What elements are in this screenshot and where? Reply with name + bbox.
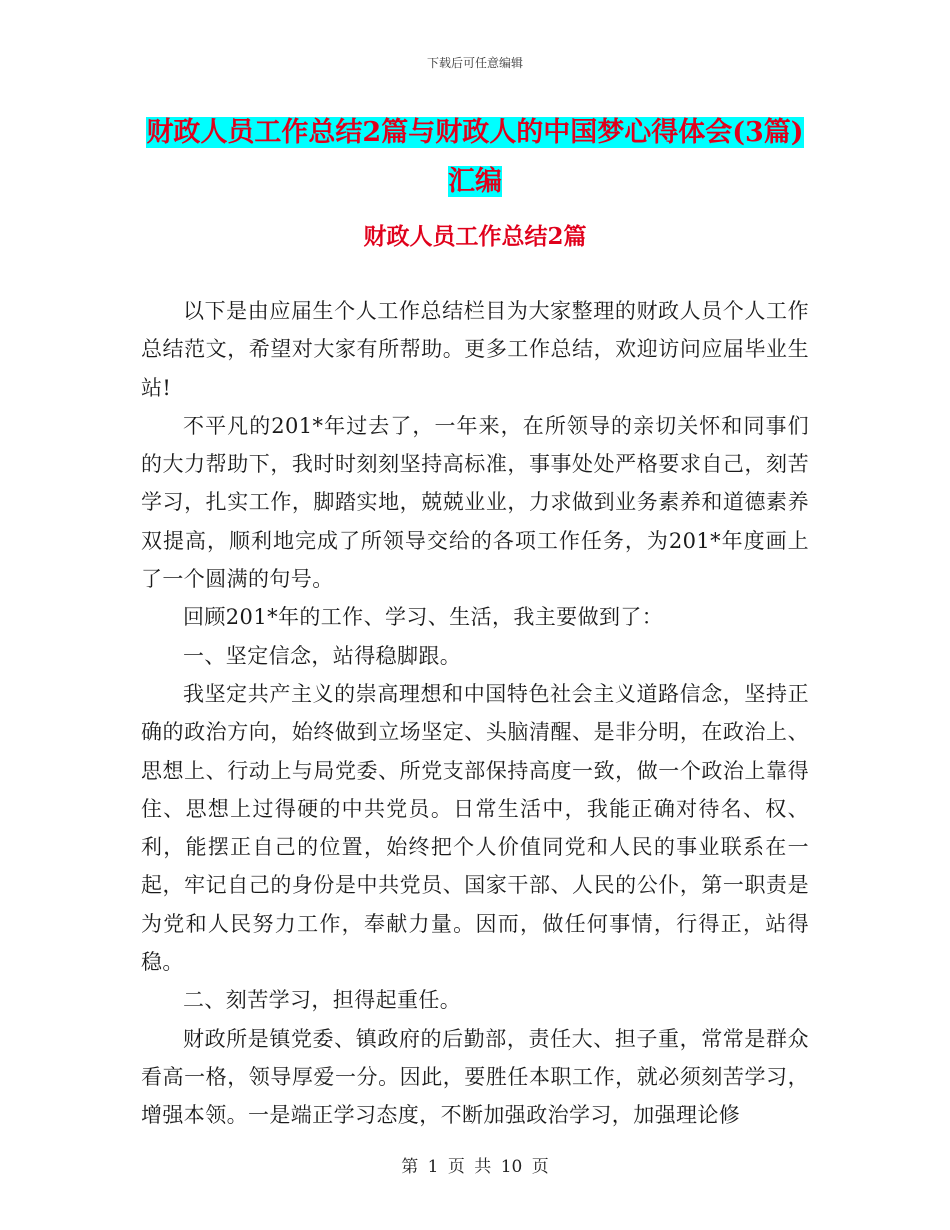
paragraph: 以下是由应届生个人工作总结栏目为大家整理的财政人员个人工作总结范文，希望对大家有所帮助。更多工作总结，欢迎访问应届毕业生站! [141, 299, 809, 400]
paragraph: 回顾201*年的工作、学习、生活，我主要做到了： [183, 605, 664, 630]
paragraph: 不平凡的201*年过去了，一年来，在所领导的亲切关怀和同事们的大力帮助下，我时时刻刻坚持高标准，事事处处严格要求自己，刻苦学习，扎实工作，脚踏实地，兢兢业业，力求做到业务素养和道德素养双提高，顺利地完成了所领导交给的各项工作任务，为201*年度画上了一个圆满的句号。 [141, 413, 809, 592]
section-title: 财政人员工作总结2篇 [363, 223, 587, 250]
page-header-note: 下载后可任意编辑 [426, 56, 523, 70]
document-body [141, 292, 809, 1135]
page-number: 第 1 页 共 10 页 [401, 1157, 549, 1177]
document-title [140, 108, 810, 206]
paragraph: 财政所是镇党委、镇政府的后勤部，责任大、担子重，常常是群众看高一格，领导厚爱一分。因此，要胜任本职工作，就必须刻苦学习，增强本领。一是端正学习态度，不断加强政治学习，加强理论修 [141, 1026, 809, 1128]
document-title-text: 财政人员工作总结2篇与财政人的中国梦心得体会(3篇)汇编 [146, 117, 804, 197]
paragraph: 我坚定共产主义的崇高理想和中国特色社会主义道路信念，坚持正确的政治方向，始终做到立场坚定、头脑清醒、是非分明，在政治上、思想上、行动上与局党委、所党支部保持高度一致，做一个政治上靠得住、思想上过得硬的中共党员。日常生活中，我能正确对待名、权、利，能摆正自己的位置，始终把个人价值同党和人民的事业联系在一起，牢记自己的身份是中共党员、国家干部、人民的公仆，第一职责是为党和人民努力工作，奉献力量。因而，做任何事情，行得正，站得稳。 [141, 681, 809, 975]
paragraph-heading: 一、坚定信念，站得稳脚跟。 [183, 643, 462, 668]
paragraph-heading: 二、刻苦学习，担得起重任。 [183, 988, 462, 1013]
